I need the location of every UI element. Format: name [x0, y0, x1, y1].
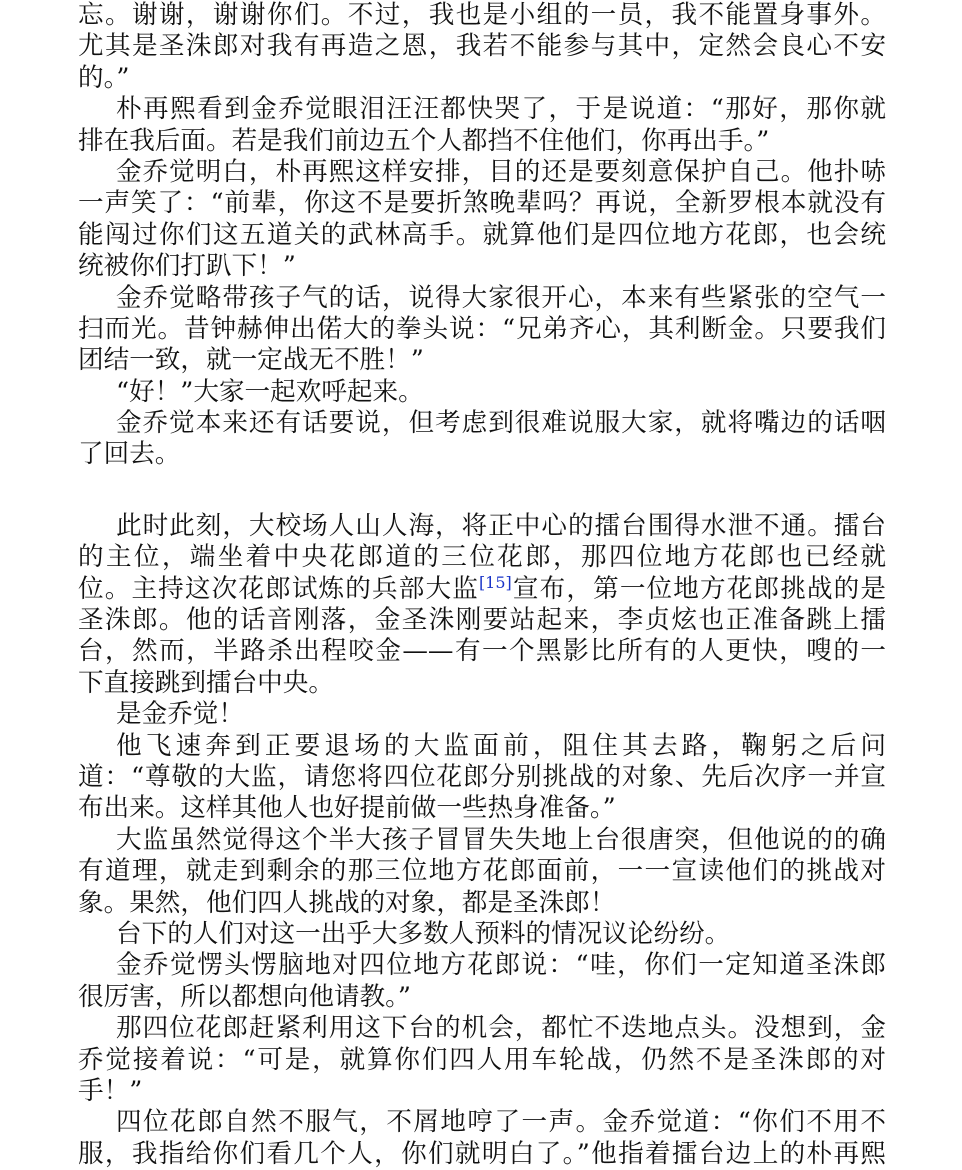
text-line — [78, 1076, 886, 1107]
text-line — [78, 220, 886, 251]
line-text: 金乔觉明白，朴再熙这样安排，目的还是要刻意保护自己。他扑哧 — [116, 156, 886, 187]
text-line — [78, 950, 886, 981]
text-line — [78, 1013, 886, 1044]
line-text: 服，我指给你们看几个人，你们就明白了。”他指着擂台边上的朴再熙 — [78, 1138, 886, 1169]
line-text: 能闯过你们这五道关的武林高手。就算他们是四位地方花郎，也会统 — [78, 219, 886, 250]
line-text: 团结一致，就一定战无不胜！” — [78, 345, 424, 376]
text-line — [78, 919, 886, 950]
text-line — [78, 1107, 886, 1138]
text-body — [78, 0, 886, 1170]
line-text: 圣洙郎。他的话音刚落，金圣洙刚要站起来，李贞炫也正准备跳上擂 — [78, 605, 886, 636]
text-line — [78, 888, 886, 919]
line-text: 一声笑了：“前辈，你这不是要折煞晚辈吗？再说，全新罗根本就没有 — [78, 188, 886, 219]
book-page — [78, 0, 886, 1170]
line-text: 乔觉接着说：“可是，就算你们四人用车轮战，仍然不是圣洙郎的对 — [78, 1044, 886, 1075]
text-line — [78, 605, 886, 636]
line-text: 有道理，就走到剩余的那三位地方花郎面前，一一宣读他们的挑战对 — [78, 856, 886, 887]
line-text: 下直接跳到擂台中央。 — [78, 667, 334, 698]
line-text: 此时此刻，大校场人山人海，将正中心的擂台围得水泄不通。擂台 — [116, 510, 886, 541]
line-text: 布出来。这样其他人也好提前做一些热身准备。” — [78, 793, 616, 824]
line-text: 他飞速奔到正要退场的大监面前，阻住其去路，鞠躬之后问 — [116, 730, 886, 761]
text-line — [78, 731, 886, 762]
line-text: 很厉害，所以都想向他请教。” — [78, 981, 412, 1012]
line-text: 金乔觉本来还有话要说，但考虑到很难说服大家，就将嘴边的话咽 — [116, 408, 886, 439]
line-text: 统被你们打趴下！” — [78, 251, 296, 282]
line-text: 手！” — [78, 1075, 143, 1106]
line-text-tail: 宣布，第一位地方花郎挑战的是 — [511, 573, 886, 604]
line-text: 道：“尊敬的大监，请您将四位花郎分别挑战的对象、先后次序一并宣 — [78, 761, 886, 792]
text-line — [78, 63, 886, 94]
text-line — [78, 762, 886, 793]
text-line — [78, 31, 886, 62]
text-line — [78, 542, 886, 573]
line-text: 的主位，端坐着中央花郎道的三位花郎，那四位地方花郎也已经就 — [78, 542, 886, 573]
line-text: 了回去。 — [78, 439, 181, 470]
text-line — [78, 251, 886, 282]
line-text: 大监虽然觉得这个半大孩子冒冒失失地上台很唐突，但他说的的确 — [116, 824, 886, 855]
text-line — [78, 825, 886, 856]
line-text: 忘。谢谢，谢谢你们。不过，我也是小组的一员，我不能置身事外。 — [78, 0, 886, 30]
line-text: 排在我后面。若是我们前边五个人都挡不住他们，你再出手。” — [78, 125, 770, 156]
text-line — [78, 0, 886, 31]
text-line — [78, 188, 886, 219]
text-line — [78, 283, 886, 314]
text-line — [78, 574, 886, 605]
text-line — [78, 793, 886, 824]
text-line — [78, 699, 886, 730]
line-text: 那四位花郎赶紧利用这下台的机会，都忙不迭地点头。没想到，金 — [116, 1013, 886, 1044]
text-line — [78, 439, 886, 470]
line-text: 台下的人们对这一出乎大多数人预料的情况议论纷纷。 — [116, 918, 731, 949]
line-text: 的。” — [78, 62, 130, 93]
text-line — [78, 982, 886, 1013]
line-text: 金乔觉略带孩子气的话，说得大家很开心，本来有些紧张的空气一 — [116, 282, 886, 313]
text-line — [78, 157, 886, 188]
text-line — [78, 408, 886, 439]
line-text: 四位花郎自然不服气，不屑地哼了一声。金乔觉道：“你们不用不 — [116, 1107, 886, 1138]
text-line — [78, 856, 886, 887]
text-line — [78, 511, 886, 542]
line-text: “好！”大家一起欢呼起来。 — [116, 376, 424, 407]
paragraph-gap — [78, 471, 886, 511]
text-line — [78, 314, 886, 345]
text-line — [78, 126, 886, 157]
text-line — [78, 94, 886, 125]
line-text: 朴再熙看到金乔觉眼泪汪汪都快哭了，于是说道：“那好，那你就 — [116, 94, 886, 125]
line-text: 象。果然，他们四人挑战的对象，都是圣洙郎！ — [78, 887, 616, 918]
line-text: 金乔觉愣头愣脑地对四位地方花郎说：“哇，你们一定知道圣洙郎 — [116, 950, 886, 981]
text-line — [78, 1139, 886, 1170]
footnote-link[interactable]: [15] — [478, 573, 512, 592]
text-line — [78, 377, 886, 408]
line-text: 位。主持这次花郎试炼的兵部大监 — [78, 573, 479, 604]
line-text: 是金乔觉！ — [116, 699, 244, 730]
text-line — [78, 636, 886, 667]
text-line — [78, 1045, 886, 1076]
line-text: 台，然而，半路杀出程咬金——有一个黑影比所有的人更快，嗖的一 — [78, 636, 886, 667]
line-text: 扫而光。昔钟赫伸出偌大的拳头说：“兄弟齐心，其利断金。只要我们 — [78, 313, 886, 344]
text-line — [78, 668, 886, 699]
line-text: 尤其是圣洙郎对我有再造之恩，我若不能参与其中，定然会良心不安 — [78, 31, 886, 62]
text-line — [78, 345, 886, 376]
